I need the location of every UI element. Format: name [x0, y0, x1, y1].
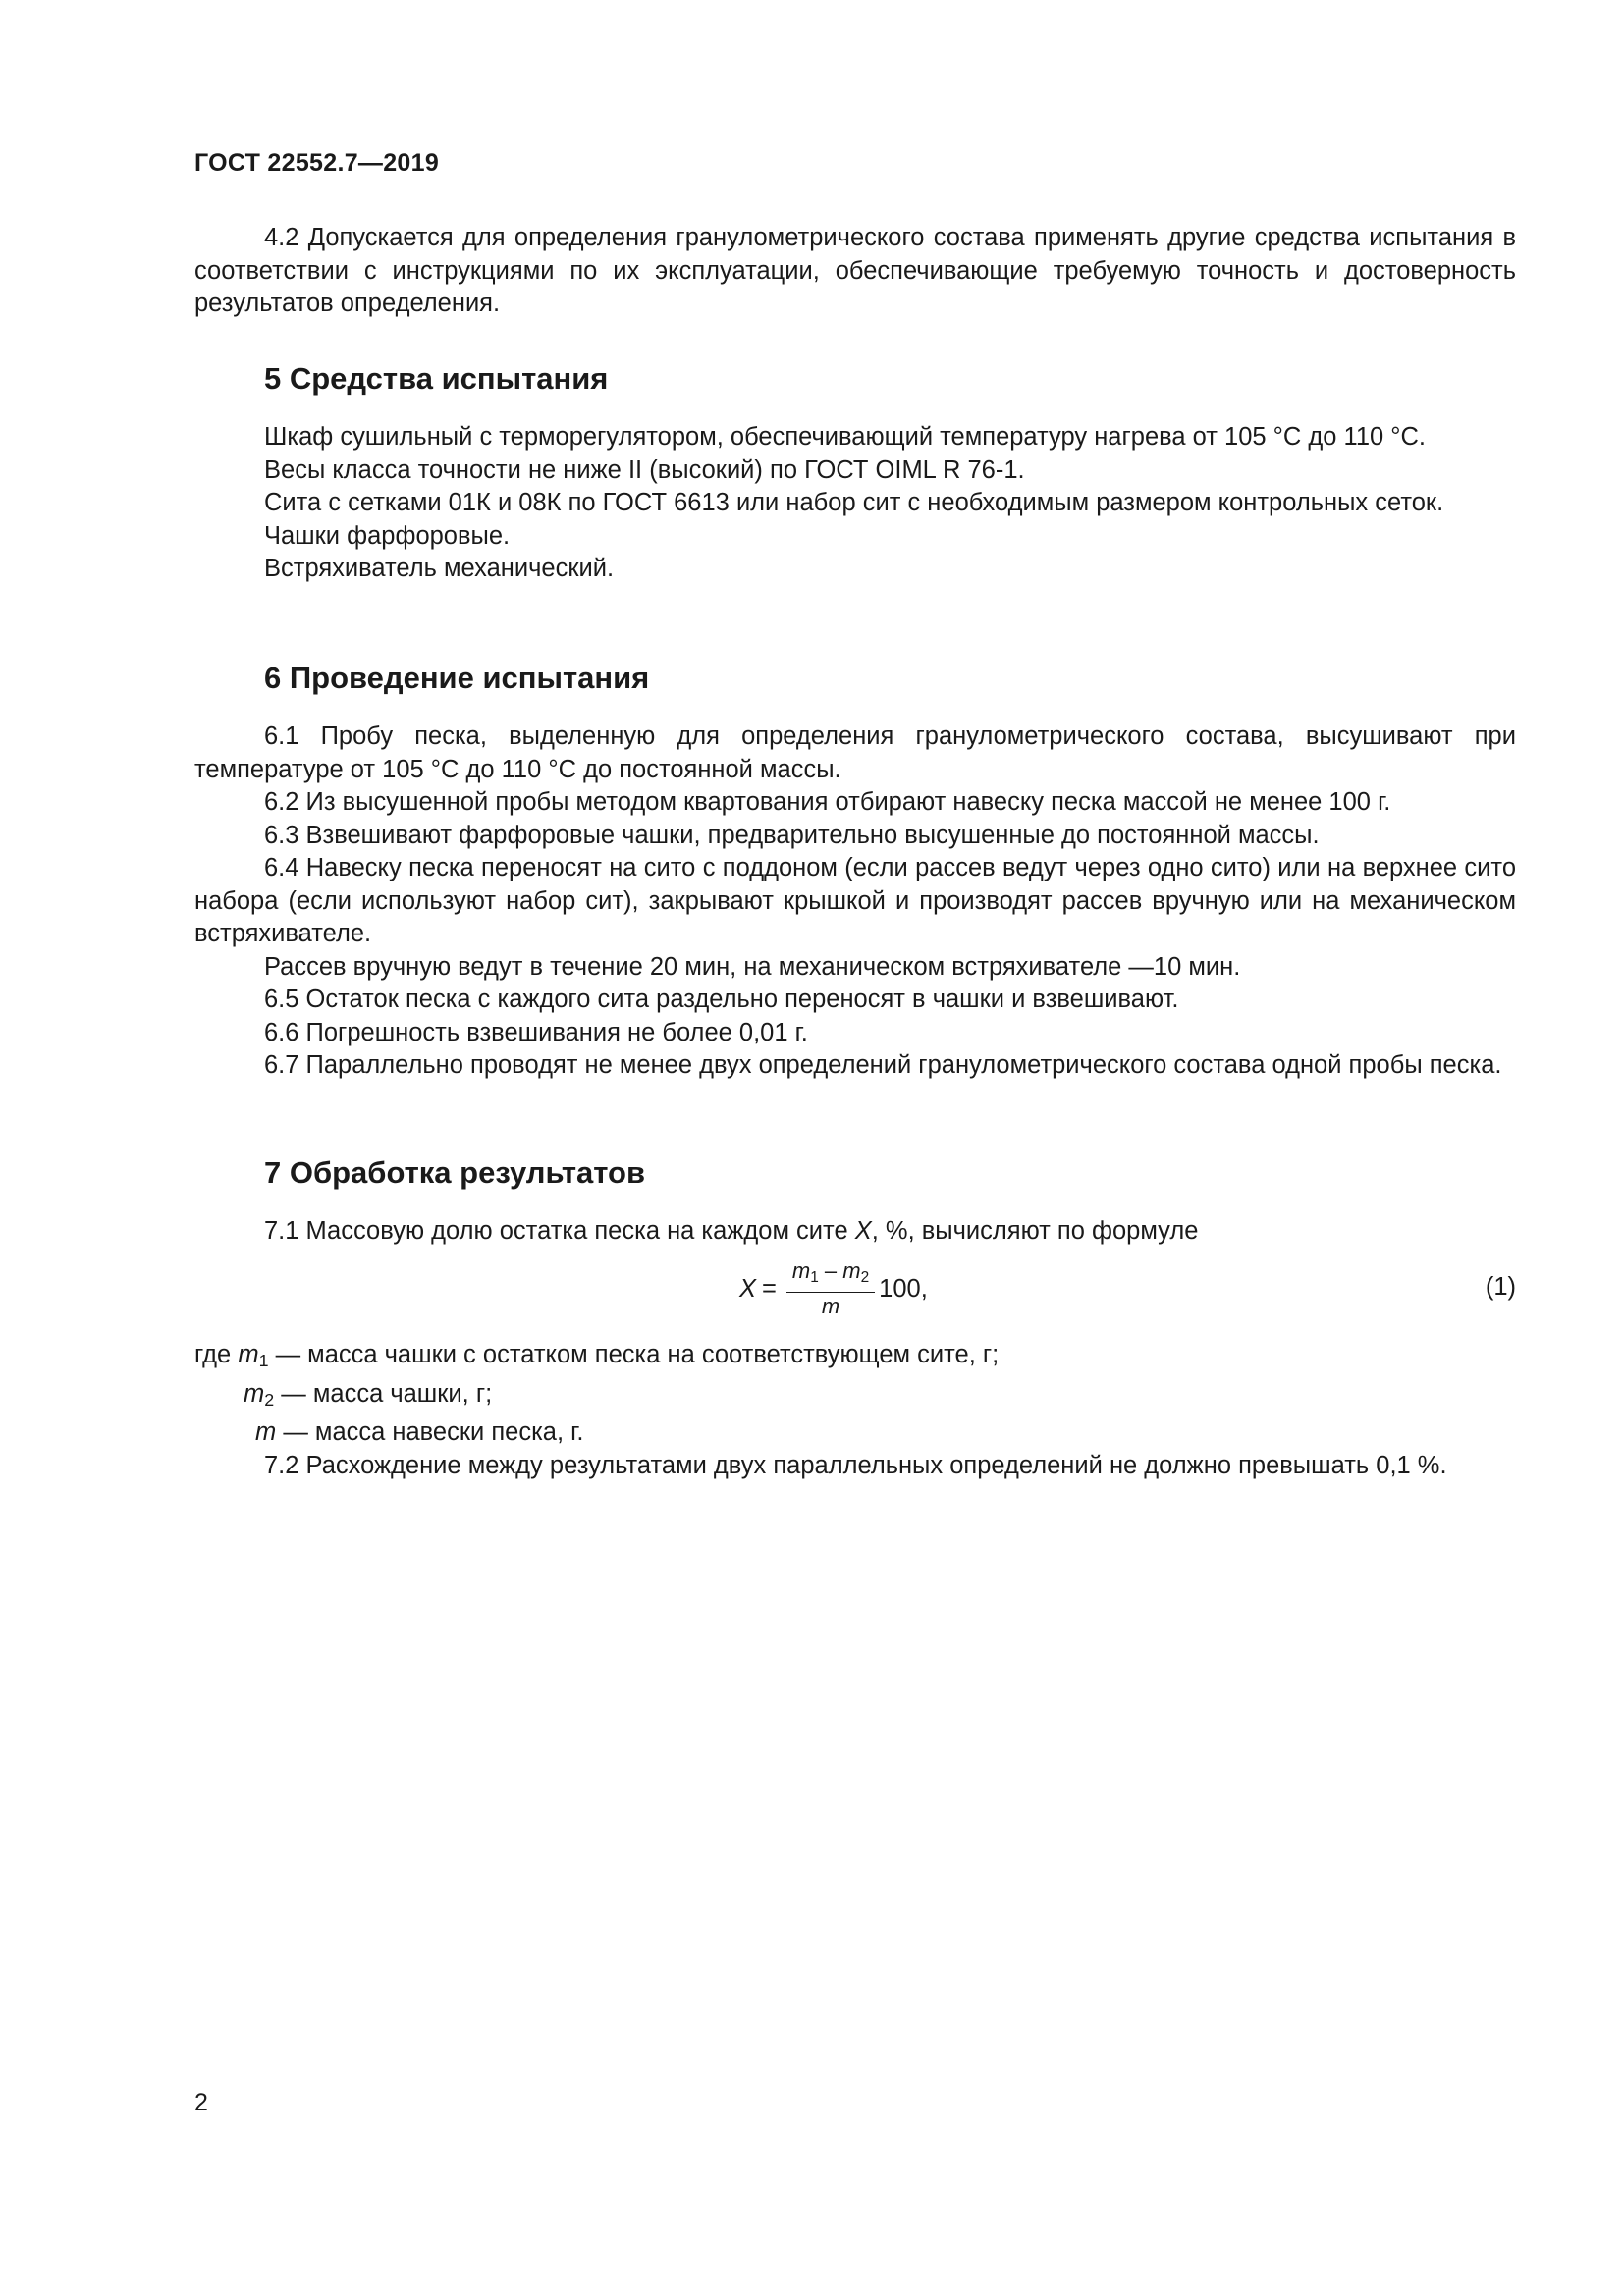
variable-x: X [854, 1217, 872, 1245]
paragraph-6-1: 6.1 Пробу песка, выделенную для определения гранулометрического состава, высушивают при температуре от 105 °С до 110 °С до постоянной массы. [194, 722, 1516, 783]
paragraph-6-6: 6.6 Погрешность взвешивания не более 0,01 г. [264, 1018, 808, 1046]
formula-1 [194, 1259, 1516, 1318]
list-item: Встряхиватель механический. [264, 555, 615, 582]
fraction [786, 1259, 875, 1319]
list-item: Шкаф сушильный с терморегулятором, обеспечивающий температуру нагрева от 105 °С до 110 °С. [264, 423, 1426, 451]
paragraph-6-3: 6.3 Взвешивают фарфоровые чашки, предварительно высушенные до постоянной массы. [264, 821, 1320, 849]
section-6 [194, 661, 1516, 696]
paragraph-6-7: 6.7 Параллельно проводят не менее двух определений гранулометрического состава одной пробы песка. [264, 1051, 1502, 1079]
legend-line: $m_2$ — масса чашки, г; [244, 1379, 493, 1410]
paragraph-text: 4.2 Допускается для определения гранулометрического состава применять другие средства испытания в соответствии с инструкциями по их эксплуатации, обеспечивающие требуемую точность и достоверность результатов определения. [194, 224, 1516, 317]
fraction-numerator: $m_1 - m_2$ [786, 1259, 875, 1293]
paragraph-text: 7.1 Массовую долю остатка песка на каждом сите X, %, вычисляют по формуле [264, 1217, 1199, 1245]
list-item: Чашки фарфоровые. [264, 521, 511, 550]
paragraph-6-5: 6.5 Остаток песка с каждого сита раздельно переносят в чашки и взвешивают. [264, 986, 1179, 1013]
list-item: Весы класса точности не ниже II (высокий) по ГОСТ OIML R 76-1. [264, 455, 1025, 484]
legend-line: m — масса навески песка, г. [255, 1418, 584, 1446]
paragraph-7-2: 7.2 Расхождение между результатами двух параллельных определений не должно превышать 0,1 %. [264, 1451, 1447, 1479]
paragraph-6-4: 6.4 Навеску песка переносят на сито с поддоном (если рассев ведут через одно сито) или на верхнее сито набора (если используют набор сит), закрывают крышкой и производят рассев вручную или на механическом встряхивателе. [194, 854, 1516, 947]
fraction-denominator: m [821, 1293, 840, 1318]
equals-sign: = [762, 1274, 777, 1303]
equation-number: (1) [1485, 1273, 1516, 1301]
paragraph-6-4-note: Рассев вручную ведут в течение 20 мин, на механическом встряхивателе —10 мин. [264, 952, 1241, 981]
page-number: 2 [194, 2089, 208, 2116]
paragraph-7-1 [194, 1215, 1516, 1249]
paragraph-6-2: 6.2 Из высушенной пробы методом квартования отбирают навеску песка массой не менее 100 г. [264, 788, 1391, 816]
section-heading: 5 Средства испытания [264, 361, 609, 396]
paragraph-4-2 [194, 222, 1516, 321]
section-heading: 6 Проведение испытания [264, 661, 650, 695]
section-6-body [194, 721, 1516, 1083]
section-7 [194, 1155, 1516, 1191]
formula-lhs: X [739, 1274, 757, 1303]
section-5-body [194, 421, 1516, 586]
formula-legend [194, 1339, 1516, 1482]
section-heading: 7 Обработка результатов [264, 1155, 646, 1190]
legend-line: где $m_1$ — масса чашки с остатком песка на соответствующем сите, г; [194, 1341, 1000, 1370]
formula-factor: 100, [879, 1274, 928, 1303]
list-item: Сита с сетками 01К и 08К по ГОСТ 6613 или набор сит с необходимым размером контрольных сеток. [264, 489, 1444, 516]
section-5 [194, 361, 1516, 397]
document-header: ГОСТ 22552.7—2019 [194, 149, 440, 177]
formula-expression [739, 1259, 928, 1318]
